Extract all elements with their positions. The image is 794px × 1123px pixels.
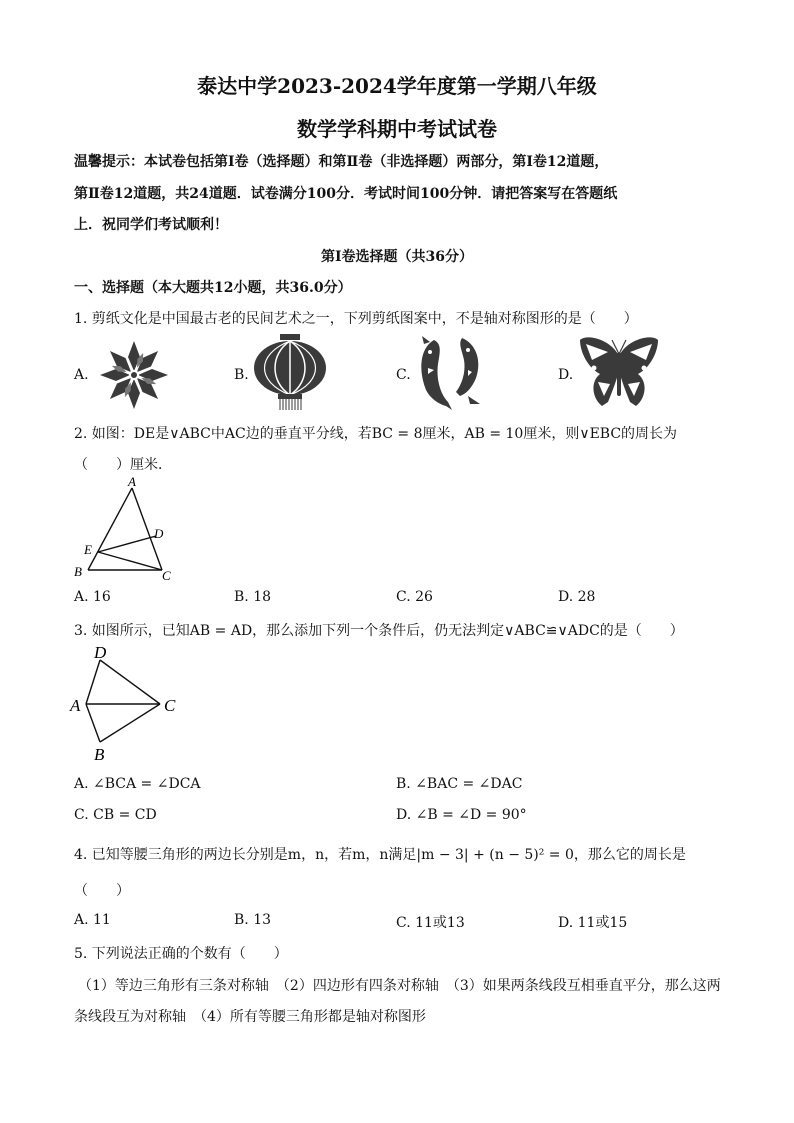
question-4-stem-line-2: （ ） <box>74 883 130 899</box>
q2-option-c: C. 26 <box>396 589 433 605</box>
q1-option-c-label: C. <box>396 367 411 383</box>
question-1-stem: 1. 剪纸文化是中国最古老的民间艺术之一，下列剪纸图案中，不是轴对称图形的是（ ） <box>74 311 638 327</box>
question-4-stem-line-1: 4. 已知等腰三角形的两边长分别是m，n，若m，n满足|m − 3| + (n − 5)² = 0，那么它的周长是 <box>74 847 686 863</box>
q1-option-b-label: B. <box>234 367 249 383</box>
q2-option-b: B. 18 <box>234 589 272 605</box>
q2-label-e: E <box>84 542 92 557</box>
section-heading: 一、选择题（本大题共12小题，共36.0分） <box>74 280 352 296</box>
page-title: 泰达中学2023-2024学年度第一学期八年级 <box>197 74 597 98</box>
q2-option-d: D. 28 <box>558 589 596 605</box>
q4-option-b: B. 13 <box>234 912 272 928</box>
q2-label-c: C <box>162 568 171 583</box>
papercut-fish-image <box>412 334 488 416</box>
q3-option-a: A. ∠BCA = ∠DCA <box>74 776 201 792</box>
question-5-statement-line-1: （1）等边三角形有三条对称轴 （2）四边形有四条对称轴 （3）如果两条线段互相垂直平分，那么这两 <box>78 978 721 994</box>
notice-line-1: 温馨提示：本试卷包括第Ⅰ卷（选择题）和第Ⅱ卷（非选择题）两部分，第Ⅰ卷12道题， <box>74 154 609 170</box>
q4-option-d: D. 11或15 <box>558 915 628 931</box>
q2-option-a: A. 16 <box>74 589 111 605</box>
q4-option-c: C. 11或13 <box>396 915 465 931</box>
q1-option-d-label: D. <box>558 367 574 383</box>
q2-label-a: A <box>128 474 136 489</box>
papercut-flower-image <box>92 338 176 416</box>
q3-label-d: D <box>94 643 107 662</box>
q2-label-b: B <box>74 564 82 579</box>
q3-label-a: A <box>70 696 81 715</box>
q1-option-a-label: A. <box>74 367 89 383</box>
q3-option-c: C. CB = CD <box>74 807 157 823</box>
q2-triangle-figure <box>70 472 190 588</box>
q3-option-d: D. ∠B = ∠D = 90° <box>396 807 527 823</box>
question-2-stem-line-2: （ ）厘米． <box>74 457 172 473</box>
part-heading: 第Ⅰ卷选择题（共36分） <box>320 249 474 265</box>
question-2-stem-line-1: 2. 如图：DE是∨ABC中AC边的垂直平分线，若BC = 8厘米，AB = 10厘米，则∨EBC的周长为 <box>74 426 678 442</box>
notice-line-2: 第Ⅱ卷12道题，共24道题．试卷满分100分．考试时间100分钟．请把答案写在答题纸 <box>74 186 618 202</box>
q4-option-a: A. 11 <box>74 912 111 928</box>
papercut-lantern-image <box>250 334 330 416</box>
page-subtitle: 数学学科期中考试试卷 <box>297 117 497 141</box>
q3-option-b: B. ∠BAC = ∠DAC <box>396 776 523 792</box>
q3-label-b: B <box>94 745 105 764</box>
q2-label-d: D <box>154 526 164 541</box>
papercut-butterfly-image <box>578 334 660 416</box>
question-5-stem: 5. 下列说法正确的个数有（ ） <box>74 946 288 962</box>
question-3-stem: 3. 如图所示，已知AB = AD，那么添加下列一个条件后，仍无法判定∨ABC≌∨ADC的是（ ） <box>74 623 684 639</box>
notice-line-3: 上．祝同学们考试顺利！ <box>74 217 228 233</box>
question-5-statement-line-2: 条线段互为对称轴 （4）所有等腰三角形都是轴对称图形 <box>74 1009 426 1025</box>
q3-label-c: C <box>164 696 176 715</box>
q3-quadrilateral-figure <box>66 640 196 770</box>
